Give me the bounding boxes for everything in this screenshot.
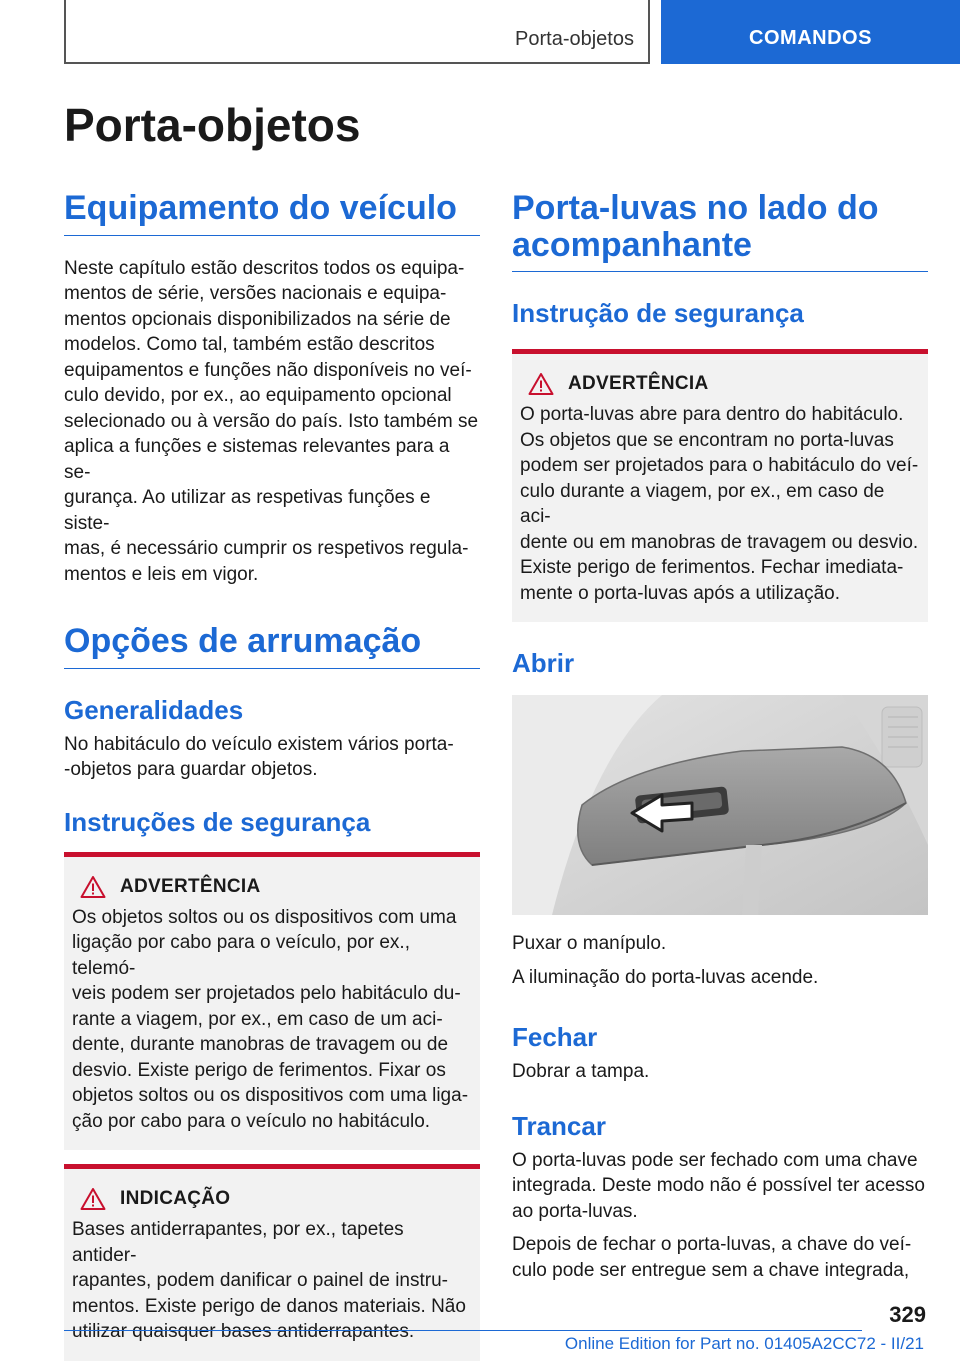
notice-box <box>64 1164 480 1361</box>
open-step-2: A iluminação do porta-luvas acende. <box>512 966 819 988</box>
page-number: 329 <box>889 1302 926 1327</box>
left-column <box>64 190 480 1361</box>
warning-triangle-icon <box>528 372 554 396</box>
header-section-box <box>64 0 650 64</box>
footer-divider <box>64 1330 862 1331</box>
warning-triangle-icon <box>80 875 106 899</box>
right-column <box>512 190 928 1283</box>
warning-triangle-icon <box>80 1187 106 1211</box>
general-paragraph: No habitáculo do veículo existem vários porta- -objetos para guardar objetos. <box>64 733 454 781</box>
open-step-1: Puxar o manípulo. <box>512 933 667 955</box>
glovebox-illustration <box>512 695 928 915</box>
open-heading: Abrir <box>512 648 575 679</box>
equipment-heading: Equipamento do veículo <box>64 190 480 236</box>
general-heading: Generalidades <box>64 694 244 725</box>
glovebox-image <box>512 695 928 915</box>
safety-instructions-heading: Instruções de segurança <box>64 806 371 837</box>
lock-paragraph-2: Depois de fechar o porta-luvas, a chave do veí- culo pode ser entregue sem a chave integrada, <box>512 1234 912 1281</box>
lock-paragraph-1: O porta-luvas pode ser fechado com uma chave integrada. Deste modo não é possível ter acesso ao porta-luvas. <box>512 1149 925 1222</box>
header-section-title: Porta-objetos <box>515 28 634 50</box>
warning-text: Os objetos soltos ou os dispositivos com uma ligação por cabo para o veículo, por ex., telemó- veis podem ser projetados pelo habitáculo du- rante a viagem, por ex., em caso de um aci- dente, durante manobras de travagem ou de desvio. Existe perigo de ferimentos. Fixar os objetos soltos ou os dispositivos com uma liga- ção por cabo para o veículo no habitáculo. <box>72 906 469 1132</box>
safety-instruction-heading: Instrução de segurança <box>512 298 804 329</box>
close-text: Dobrar a tampa. <box>512 1061 650 1083</box>
glovebox-heading: Porta-luvas no lado do acompanhante <box>512 190 928 272</box>
warning-box-left <box>64 852 480 1151</box>
warning-box-right <box>512 349 928 622</box>
equipment-paragraph: Neste capítulo estão descritos todos os equipa- mentos de série, versões nacionais e equipa- mentos opcionais disponibilizados na série de modelos. Como tal, também estão descritos equipamentos e funções não disponíveis no veí- culo devido, por ex., ao equipamento opcional selecionado ou à versão do país. Isto também se aplica a funções e sistemas relevantes para a se- gurança. Ao utilizar as respetivas funções e siste- mas, é necessário cumprir os respetivos regula- mentos e leis em vigor. <box>64 257 479 585</box>
warning-title: ADVERTÊNCIA <box>568 373 709 395</box>
warning-text: O porta-luvas abre para dentro do habitáculo. Os objetos que se encontram no porta-luvas podem ser projetados para o habitáculo do veí- culo durante a viagem, por ex., em caso de aci- dente ou em manobras de travagem ou desvio. Existe perigo de ferimentos. Fechar imediata- mente o porta-luvas após a utilização. <box>520 404 919 604</box>
edition-note: Online Edition for Part no. 01405A2CC72 - II/21 <box>564 1334 924 1353</box>
close-heading: Fechar <box>512 1022 598 1053</box>
storage-heading: Opções de arrumação <box>64 623 480 669</box>
notice-text: Bases antiderrapantes, por ex., tapetes antider- rapantes, podem danificar o painel de instru- mentos. Existe perigo de danos materiais. Não utilizar quaisquer bases antiderrapantes. <box>72 1219 466 1343</box>
page-title: Porta-objetos <box>64 99 361 151</box>
warning-title: ADVERTÊNCIA <box>120 875 261 897</box>
notice-title: INDICAÇÃO <box>120 1188 231 1210</box>
lock-heading: Trancar <box>512 1110 606 1141</box>
header-chapter-box <box>661 0 960 64</box>
header-chapter-title: COMANDOS <box>749 27 872 49</box>
